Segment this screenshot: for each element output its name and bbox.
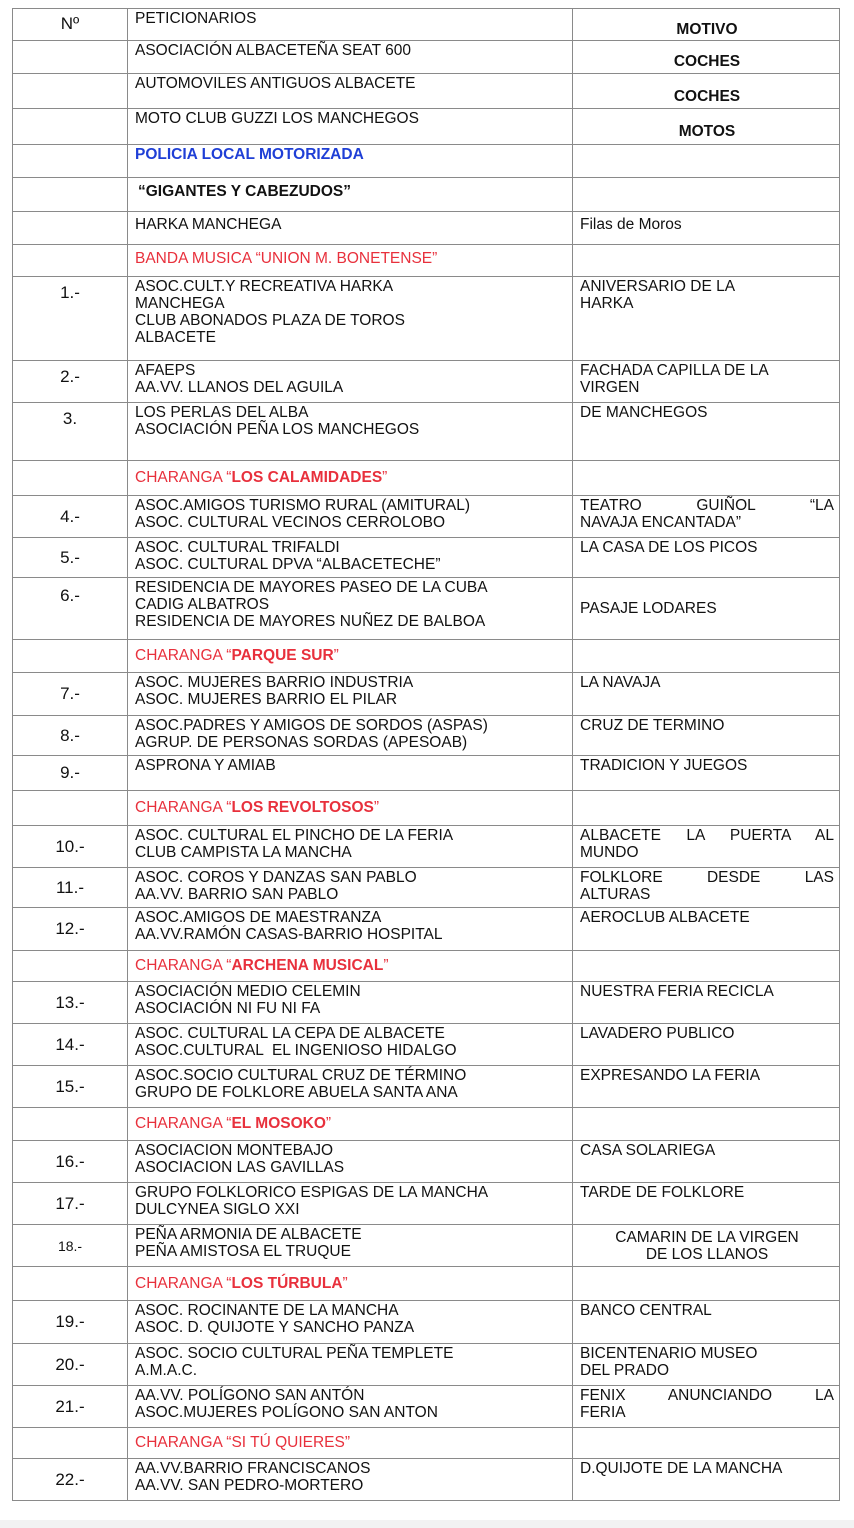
bottom-edge [0,1520,854,1528]
row-number: 4.- [13,496,128,538]
row-number: 5.- [13,538,128,578]
table-row [13,403,840,461]
row-number: 10.- [13,826,128,868]
peticionario: GRUPO FOLKLORICO ESPIGAS DE LA MANCHA DULCYNEA SIGLO XXI [128,1183,573,1225]
intro-row [13,178,840,212]
participants-table [12,8,840,1501]
charanga-row [13,1108,840,1141]
peticionario: AA.VV. POLÍGONO SAN ANTÓN ASOC.MUJERES POLÍGONO SAN ANTON [128,1386,573,1428]
charanga-label: CHARANGA “LOS CALAMIDADES” [128,461,573,496]
table-row [13,496,840,538]
peticionario: ASOC. CULTURAL TRIFALDI ASOC. CULTURAL DPVA “ALBACETECHE” [128,538,573,578]
charanga-row [13,951,840,982]
row-number: 14.- [13,1024,128,1066]
table-row [13,868,840,908]
row-number: 15.- [13,1066,128,1108]
peticionario: ASOC.AMIGOS TURISMO RURAL (AMITURAL) ASOC. CULTURAL VECINOS CERROLOBO [128,496,573,538]
peticionario: ASOCIACIÓN MEDIO CELEMIN ASOCIACIÓN NI FU NI FA [128,982,573,1024]
intro-row [13,109,840,145]
motivo: LA CASA DE LOS PICOS [573,538,840,578]
motivo [573,145,840,178]
row-number: 18.- [13,1225,128,1267]
header-row [13,9,840,41]
row-number: 21.- [13,1386,128,1428]
peticionario: ASOC. MUJERES BARRIO INDUSTRIA ASOC. MUJERES BARRIO EL PILAR [128,673,573,716]
charanga-label: CHARANGA “EL MOSOKO” [128,1108,573,1141]
intro-row [13,212,840,245]
table-row [13,1141,840,1183]
row-number: 7.- [13,673,128,716]
motivo: LAVADERO PUBLICO [573,1024,840,1066]
charanga-row [13,461,840,496]
peticionario: LOS PERLAS DEL ALBA ASOCIACIÓN PEÑA LOS MANCHEGOS [128,403,573,461]
row-number: 20.- [13,1344,128,1386]
peticionario: ASOC. COROS Y DANZAS SAN PABLO AA.VV. BARRIO SAN PABLO [128,868,573,908]
motivo: TEATRO GUIÑOL “LA NAVAJA ENCANTADA” [573,496,840,538]
motivo [573,245,840,277]
table-row [13,716,840,756]
charanga-row [13,640,840,673]
motivo: NUESTRA FERIA RECICLA [573,982,840,1024]
table-row [13,826,840,868]
peticionario: AUTOMOVILES ANTIGUOS ALBACETE [128,74,573,109]
motivo: FENIX ANUNCIANDO LA FERIA [573,1386,840,1428]
peticionario: HARKA MANCHEGA [128,212,573,245]
motivo: CAMARIN DE LA VIRGEN DE LOS LLANOS [573,1225,840,1267]
peticionario: ASOC.PADRES Y AMIGOS DE SORDOS (ASPAS) AGRUP. DE PERSONAS SORDAS (APESOAB) [128,716,573,756]
row-number: 6.- [13,578,128,640]
peticionario: ASOCIACIÓN ALBACETEÑA SEAT 600 [128,41,573,74]
peticionario: BANDA MUSICA “UNION M. BONETENSE” [128,245,573,277]
peticionario: ASOCIACION MONTEBAJO ASOCIACION LAS GAVILLAS [128,1141,573,1183]
charanga-label: CHARANGA “LOS TÚRBULA” [128,1267,573,1301]
motivo: ALBACETE LA PUERTA AL MUNDO [573,826,840,868]
header-motivo: MOTIVO [573,9,840,41]
motivo: ANIVERSARIO DE LA HARKA [573,277,840,361]
table-row [13,578,840,640]
intro-row [13,41,840,74]
motivo: BICENTENARIO MUSEO DEL PRADO [573,1344,840,1386]
intro-row [13,74,840,109]
table-row [13,361,840,403]
row-number: 17.- [13,1183,128,1225]
table-row [13,1301,840,1344]
row-number: 13.- [13,982,128,1024]
table-row [13,982,840,1024]
motivo: PASAJE LODARES [573,578,840,640]
table-row [13,756,840,791]
peticionario: AFAEPS AA.VV. LLANOS DEL AGUILA [128,361,573,403]
motivo: AEROCLUB ALBACETE [573,908,840,951]
row-number: 9.- [13,756,128,791]
table-row [13,1066,840,1108]
header-num: Nº [13,9,128,41]
table-row [13,1225,840,1267]
row-number: 19.- [13,1301,128,1344]
row-number: 12.- [13,908,128,951]
row-number: 1.- [13,277,128,361]
peticionario: AA.VV.BARRIO FRANCISCANOS AA.VV. SAN PEDRO-MORTERO [128,1459,573,1501]
row-number: 2.- [13,361,128,403]
motivo: Filas de Moros [573,212,840,245]
table-row [13,673,840,716]
motivo: BANCO CENTRAL [573,1301,840,1344]
peticionario: ASOC. CULTURAL LA CEPA DE ALBACETE ASOC.CULTURAL EL INGENIOSO HIDALGO [128,1024,573,1066]
intro-row [13,245,840,277]
motivo: FACHADA CAPILLA DE LA VIRGEN [573,361,840,403]
motivo: TARDE DE FOLKLORE [573,1183,840,1225]
row-number: 8.- [13,716,128,756]
charanga-label: CHARANGA “PARQUE SUR” [128,640,573,673]
peticionario: ASOC.AMIGOS DE MAESTRANZA AA.VV.RAMÓN CASAS-BARRIO HOSPITAL [128,908,573,951]
charanga-label: CHARANGA “ARCHENA MUSICAL” [128,951,573,982]
motivo: CRUZ DE TERMINO [573,716,840,756]
charanga-row [13,1267,840,1301]
motivo: COCHES [573,74,840,109]
row-number: 3. [13,403,128,461]
row-number: 16.- [13,1141,128,1183]
charanga-label: CHARANGA “SI TÚ QUIERES” [128,1428,573,1459]
charanga-row [13,1428,840,1459]
row-number: 11.- [13,868,128,908]
peticionario: RESIDENCIA DE MAYORES PASEO DE LA CUBA CADIG ALBATROS RESIDENCIA DE MAYORES NUÑEZ DE BALBOA [128,578,573,640]
motivo: LA NAVAJA [573,673,840,716]
charanga-label: CHARANGA “LOS REVOLTOSOS” [128,791,573,826]
table-row [13,1344,840,1386]
peticionario: ASOC.CULT.Y RECREATIVA HARKA MANCHEGA CLUB ABONADOS PLAZA DE TOROS ALBACETE [128,277,573,361]
peticionario: POLICIA LOCAL MOTORIZADA [128,145,573,178]
motivo: DE MANCHEGOS [573,403,840,461]
motivo: MOTOS [573,109,840,145]
intro-row [13,145,840,178]
row-number: 22.- [13,1459,128,1501]
motivo [573,178,840,212]
table-row [13,908,840,951]
header-peticionarios: PETICIONARIOS [128,9,573,41]
motivo: EXPRESANDO LA FERIA [573,1066,840,1108]
motivo: FOLKLORE DESDE LAS ALTURAS [573,868,840,908]
table-row [13,1024,840,1066]
charanga-row [13,791,840,826]
motivo: COCHES [573,41,840,74]
table-row [13,277,840,361]
peticionario: “GIGANTES Y CABEZUDOS” [128,178,573,212]
peticionario: ASOC. CULTURAL EL PINCHO DE LA FERIA CLUB CAMPISTA LA MANCHA [128,826,573,868]
peticionario: ASPRONA Y AMIAB [128,756,573,791]
peticionario: MOTO CLUB GUZZI LOS MANCHEGOS [128,109,573,145]
table-row [13,1183,840,1225]
motivo: TRADICION Y JUEGOS [573,756,840,791]
peticionario: ASOC. ROCINANTE DE LA MANCHA ASOC. D. QUIJOTE Y SANCHO PANZA [128,1301,573,1344]
peticionario: PEÑA ARMONIA DE ALBACETE PEÑA AMISTOSA EL TRUQUE [128,1225,573,1267]
table-row [13,1459,840,1501]
motivo: CASA SOLARIEGA [573,1141,840,1183]
peticionario: ASOC.SOCIO CULTURAL CRUZ DE TÉRMINO GRUPO DE FOLKLORE ABUELA SANTA ANA [128,1066,573,1108]
table-row [13,1386,840,1428]
peticionario: ASOC. SOCIO CULTURAL PEÑA TEMPLETE A.M.A.C. [128,1344,573,1386]
motivo: D.QUIJOTE DE LA MANCHA [573,1459,840,1501]
table-row [13,538,840,578]
